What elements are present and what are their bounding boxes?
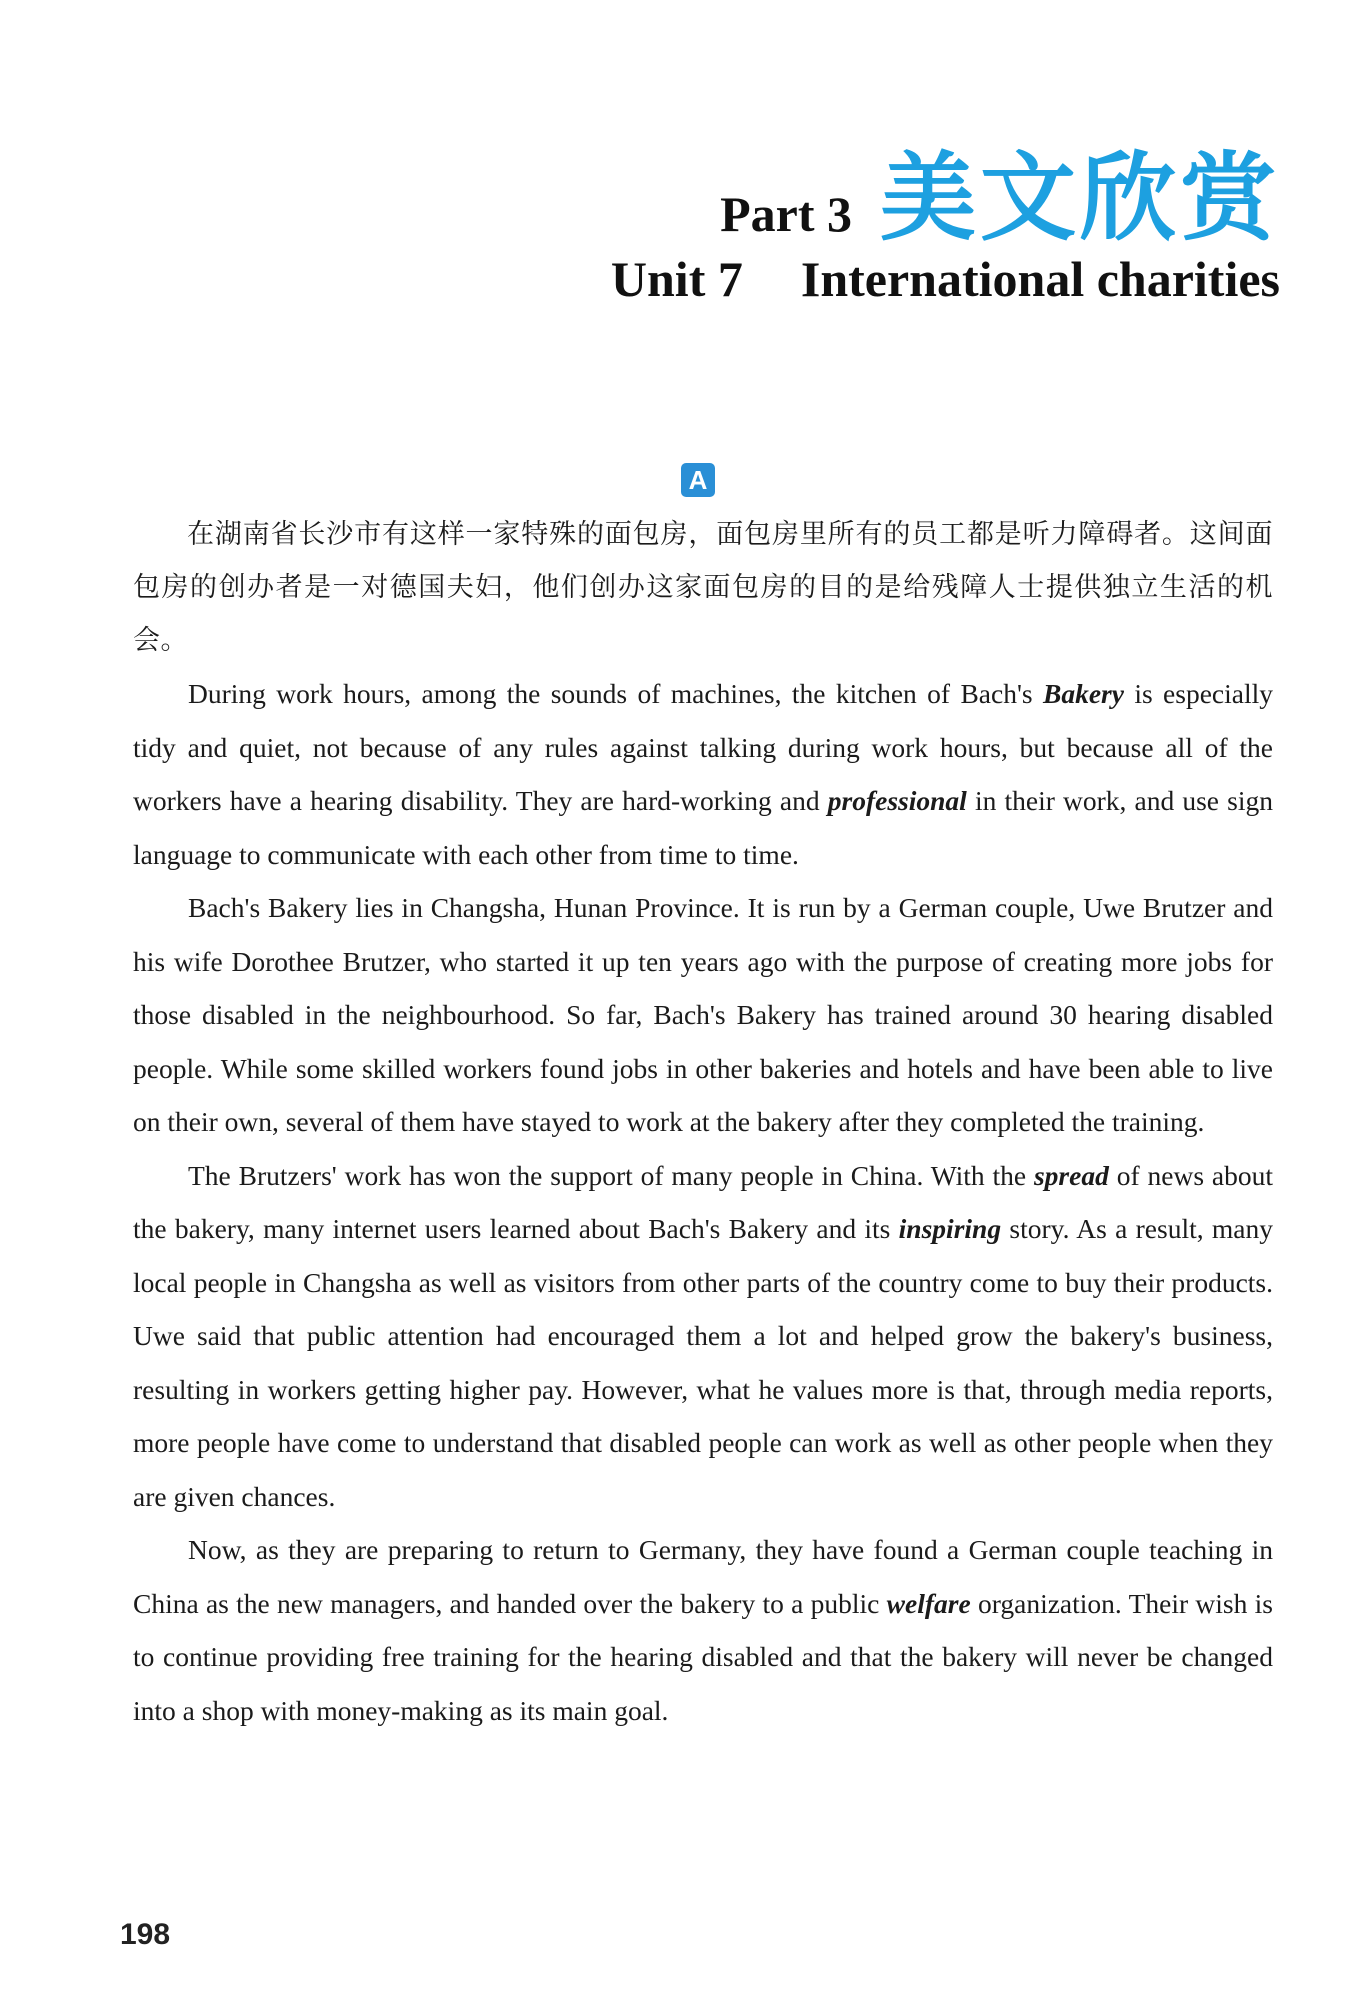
section-badge: A <box>681 463 715 497</box>
keyword-inspiring: inspiring <box>898 1213 1002 1244</box>
paragraph-3-text-c: story. As a result, many local people in Changsha as well as visitors from other parts of the country come to buy their products. Uwe said that public attention had encouraged them a lot and helped grow the bakery's business, resulting in workers getting higher pay. However, what he values more is that, through media reports, more people have come to understand that disabled people can work as well as other people when they are given chances. <box>133 1213 1273 1512</box>
paragraph-4-text-a: Now, as they are preparing to return to Germany, they have found a German couple teaching in China as the new managers, and handed over the bakery to a public <box>133 1534 1273 1619</box>
part-label: Part 3 <box>720 186 852 242</box>
intro-paragraph-cn: 在湖南省长沙市有这样一家特殊的面包房，面包房里所有的员工都是听力障碍者。这间面包房的创办者是一对德国夫妇，他们创办这家面包房的目的是给残障人士提供独立生活的机会。 <box>133 519 1273 656</box>
keyword-professional: professional <box>827 785 967 816</box>
unit-title: International charities <box>800 251 1280 307</box>
part-heading <box>611 142 1280 254</box>
keyword-bakery: Bakery <box>1042 678 1124 709</box>
keyword-welfare: welfare <box>886 1587 971 1619</box>
paragraph-3-text-b: of news about the bakery, many internet users learned about Bach's Bakery and its <box>133 1159 1274 1244</box>
paragraph-3 <box>133 1149 1273 1524</box>
section-title-cn: 美文欣赏 <box>880 142 1280 254</box>
keyword-spread: spread <box>1033 1159 1109 1191</box>
paragraph-4 <box>133 1523 1273 1737</box>
page-number: 198 <box>120 1918 171 1951</box>
unit-heading <box>611 250 1280 308</box>
paragraph-1-text-b: is especially tidy and quiet, not because of any rules against talking during work hours, but because all of the workers have a hearing disability. They are hard-working and <box>133 678 1273 816</box>
article-body <box>133 508 1273 1737</box>
paragraph-1-text-a: During work hours, among the sounds of machines, the kitchen of Bach's <box>188 678 1043 709</box>
paragraph-1-text-c: in their work, and use sign language to communicate with each other from time to time. <box>133 785 1273 870</box>
paragraph-4-text-b: organization. Their wish is to continue providing free training for the hearing disabled and that the bakery will never be changed into a shop with money-making as its main goal. <box>133 1587 1273 1726</box>
paragraph-3-text-a: The Brutzers' work has won the support of many people in China. With the <box>188 1159 1034 1191</box>
page-header <box>610 142 1280 308</box>
paragraph-1 <box>133 667 1273 881</box>
unit-label: Unit 7 <box>610 251 743 307</box>
paragraph-2: Bach's Bakery lies in Changsha, Hunan Province. It is run by a German couple, Uwe Brutzer and his wife Dorothee Brutzer, who started it up ten years ago with the purpose of creating more jobs for those disabled in the neighbourhood. So far, Bach's Bakery has trained around 30 hearing disabled people. While some skilled workers found jobs in other bakeries and hotels and have been able to live on their own, several of them have stayed to work at the bakery after they completed the training. <box>133 892 1273 1137</box>
